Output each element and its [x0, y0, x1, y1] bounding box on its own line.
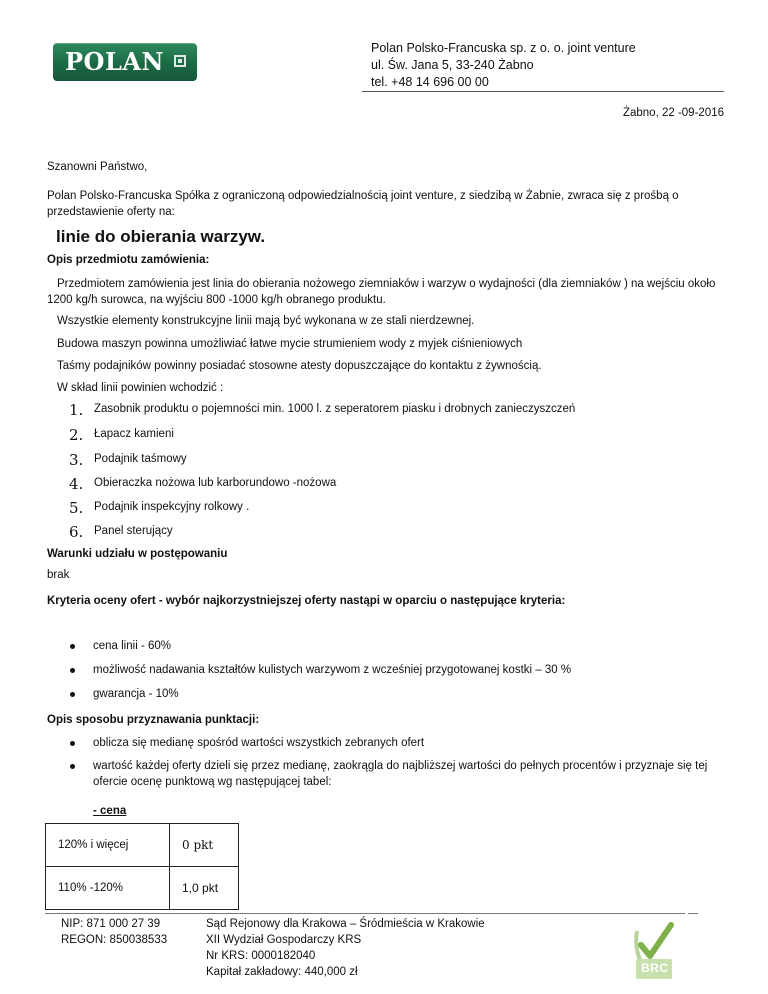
- brc-label: BRC: [641, 961, 669, 975]
- letter-date: Żabno, 22 -09-2016: [622, 107, 724, 119]
- list-item-text: Obieraczka nożowa lub karborundowo -nożowa: [94, 477, 337, 489]
- footer-nip: NIP: 871 000 27 39: [61, 918, 161, 930]
- list-item-text: Zasobnik produktu o pojemności min. 1000 l. z seperatorem piasku i drobnych zanieczyszczeń: [94, 403, 576, 415]
- logo-text: POLAN: [65, 47, 164, 76]
- bullet-icon: [70, 764, 75, 769]
- logo-square-icon: [174, 55, 186, 67]
- list-item-text: Łapacz kamieni: [94, 428, 174, 440]
- footer-capital: Kapitał zakładowy: 440,000 zł: [206, 966, 358, 978]
- footer-department: XII Wydział Gospodarczy KRS: [206, 934, 362, 946]
- list-item-text: możliwość nadawania kształtów kulistych warzywom z wcześniej przygotowanej kostki – 30 %: [93, 664, 572, 676]
- footer-tax-info: [61, 916, 167, 948]
- company-name-line: Polan Polsko-Francuska sp. z o. o. joint venture: [371, 41, 636, 55]
- bullet-icon: [70, 644, 75, 649]
- list-item: [70, 686, 710, 702]
- section-title-punktacja: Opis sposobu przyznawania punktacji:: [47, 714, 260, 726]
- letter-subject: linie do obierania warzyw.: [56, 227, 266, 246]
- paragraph-atesty: Taśmy podajników powinny posiadać stosowne atesty dopuszczające do kontaktu z żywnością.: [57, 360, 542, 372]
- paragraph-sklad: W skład linii powinien wchodzić :: [57, 382, 224, 394]
- list-item-number: 3.: [69, 451, 84, 469]
- list-item-number: 4.: [69, 475, 84, 493]
- table-cell-range: 120% i więcej: [46, 824, 170, 867]
- list-item-text: wartość każdej oferty dzieli się przez medianę, zaokrągla do najbliższej wartości do pełnych procentów i przyznaje się tej ofercie ocenę punktową wg następującej tabel:: [93, 760, 708, 788]
- list-item: [70, 758, 710, 792]
- list-item-text: oblicza się medianę spośród wartości wszystkich zebranych ofert: [93, 737, 425, 749]
- bullet-icon: [70, 668, 75, 673]
- list-item-text: Podajnik taśmowy: [94, 453, 187, 465]
- warunki-body: brak: [47, 569, 70, 581]
- company-logo: [53, 43, 197, 81]
- footer-krs: Nr KRS: 0000182040: [206, 950, 316, 962]
- list-item-number: 5.: [69, 499, 84, 517]
- paragraph-stal: Wszystkie elementy konstrukcyjne linii mają być wykonana w ze stali nierdzewnej.: [57, 315, 475, 327]
- brc-certificate-icon: [633, 921, 675, 981]
- footer-regon: REGON: 850038533: [61, 934, 168, 946]
- list-item-text: cena linii - 60%: [93, 640, 171, 652]
- list-item-text: Panel sterujący: [94, 525, 173, 537]
- bullet-icon: [70, 692, 75, 697]
- table-cell-points: 1,0 pkt: [170, 867, 239, 910]
- list-item-text: Podajnik inspekcyjny rolkowy .: [94, 501, 250, 513]
- company-phone-line: tel. +48 14 696 00 00: [371, 75, 489, 89]
- footer-divider-right: [688, 913, 698, 914]
- list-item-number: 6.: [69, 523, 84, 541]
- header-divider: [362, 91, 724, 92]
- list-item-number: 1.: [69, 401, 84, 419]
- footer-court-info: [206, 916, 485, 980]
- company-address: [371, 40, 636, 91]
- table-row: [46, 867, 239, 910]
- footer-court: Sąd Rejonowy dla Krakowa – Śródmieścia w Krakowie: [206, 918, 485, 930]
- intro-paragraph: Polan Polsko-Francuska Spółka z ograniczoną odpowiedzialnością joint venture, z siedzibą w Żabnie, zwraca się z prośbą o przedstawienie oferty na:: [47, 190, 679, 218]
- price-table: [45, 823, 239, 910]
- cena-label: - cena: [93, 805, 127, 817]
- bullet-icon: [70, 741, 75, 746]
- footer-divider: [45, 913, 685, 914]
- list-item: [70, 638, 710, 654]
- company-street-line: ul. Św. Jana 5, 33-240 Żabno: [371, 58, 534, 72]
- opis-body: Przedmiotem zamówienia jest linia do obierania nożowego ziemniaków i warzyw o wydajności (dla ziemniaków ) na wejściu około 1200 kg/h surowca, na wyjściu 800 -1000 kg/h obranego produktu.: [47, 278, 716, 306]
- table-cell-points: 0 pkt: [170, 824, 239, 867]
- paragraph-mycie: Budowa maszyn powinna umożliwiać łatwe mycie strumieniem wody z myjek ciśnieniowych: [57, 338, 523, 350]
- table-cell-range: 110% -120%: [46, 867, 170, 910]
- section-title-warunki: Warunki udziału w postępowaniu: [47, 548, 228, 560]
- greeting: Szanowni Państwo,: [47, 161, 148, 173]
- section-title-opis: Opis przedmiotu zamówienia:: [47, 254, 210, 266]
- section-title-kryteria: Kryteria oceny ofert - wybór najkorzystniejszej oferty nastąpi w oparciu o następujące kryteria:: [47, 595, 566, 607]
- table-row: [46, 824, 239, 867]
- list-item: [70, 662, 710, 678]
- list-item: [70, 735, 710, 751]
- list-item-text: gwarancja - 10%: [93, 688, 179, 700]
- list-item-number: 2.: [69, 426, 84, 444]
